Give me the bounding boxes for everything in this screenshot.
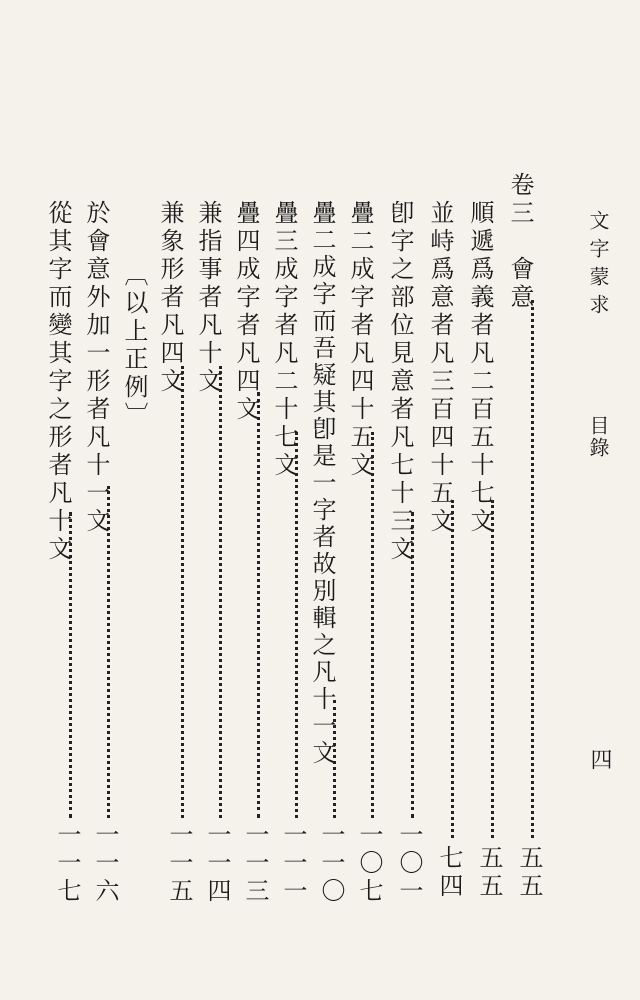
toc-leader-dots [531,300,534,838]
toc-leader-dots [411,512,414,818]
toc-page-ref: 一一七 [53,822,81,906]
toc-page-ref: 五五 [475,845,503,901]
toc-leader-dots [257,392,260,818]
toc-note: 〔以上正例〕 [120,262,148,430]
toc-entry: 卽字之部位見意者凡七十三文 [386,200,414,564]
toc-entry: 從其字而變其字之形者凡十文 [44,200,72,564]
toc-entry: 兼象形者凡四文 [156,200,184,396]
toc-page-ref: 一〇一 [395,822,423,906]
toc-leader-dots [333,700,336,818]
toc-page-ref: 一〇七 [355,822,383,906]
toc-entry: 順遞爲義者凡二百五十七文 [466,200,494,536]
toc-page-ref: 一一六 [91,822,119,906]
toc-page-ref: 五五 [515,845,543,901]
toc-leader-dots [295,432,298,818]
toc-entry: 疊三成字者凡二十七文 [270,200,298,480]
toc-entry: 於會意外加一形者凡十一文 [82,200,110,536]
toc-entry: 兼指事者凡十文 [194,200,222,396]
toc-entry: 疊四成字者凡四文 [232,200,260,424]
page-number: 四 [587,748,612,770]
toc-leader-dots [371,432,374,818]
toc-leader-dots [491,500,494,838]
toc-leader-dots [451,500,454,838]
toc-volume-heading: 卷三 會意 [506,172,534,312]
toc-leader-dots [69,512,72,818]
toc-page-ref: 一一三 [241,822,269,906]
section-title: 目錄 [586,415,610,459]
toc-leader-dots [181,366,184,818]
book-title: 文字蒙求 [586,210,610,322]
toc-page-ref: 一一一 [279,822,307,906]
toc-entry: 疊二成字者凡四十五文 [346,200,374,480]
toc-page-ref: 一一五 [165,822,193,906]
toc-page-ref: 七四 [435,845,463,901]
toc-page-ref: 一一四 [203,822,231,906]
toc-entry: 並峙爲意者凡三百四十五文 [426,200,454,536]
toc-leader-dots [107,486,110,818]
toc-entry: 疊二成字而吾疑其卽是一字者故別輯之凡十一文 [308,200,336,767]
toc-page-ref: 一一〇 [317,822,345,906]
toc-leader-dots [219,366,222,818]
